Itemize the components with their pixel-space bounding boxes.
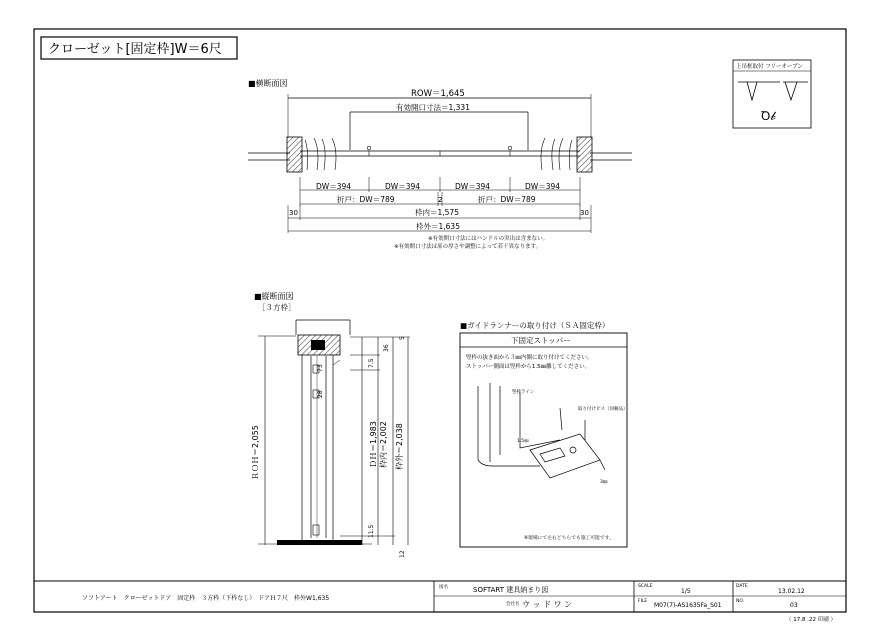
no-value: 03 xyxy=(790,602,798,609)
edge-right-30: 30 xyxy=(580,209,589,217)
no-label: NO. xyxy=(736,599,745,604)
outer-height: 枠外＝2,038 xyxy=(395,423,404,470)
date-value: 13.02.12 xyxy=(778,588,805,595)
scale-label: SCALE xyxy=(638,584,653,589)
guide-text-1: 竪枠の抜き面から３㎜内側に取り付けてください。 xyxy=(466,355,593,361)
label-frame-line: 竪枠ライン xyxy=(512,390,535,395)
inner-width: 枠内＝1,575 xyxy=(415,208,459,217)
outer-width: 枠外＝1,635 xyxy=(416,222,460,231)
edge-left-30: 30 xyxy=(289,209,298,217)
company-label: 会社名 xyxy=(506,602,520,607)
drawing-name-label: 図名 xyxy=(439,585,448,590)
plan-note-1: ※有効開口寸法にはハンドルの突出は含まない。 xyxy=(428,236,549,242)
bottom-115-dim: 11.5 xyxy=(368,524,375,538)
roh-dimension: ＲＯＨ＝2,055 xyxy=(251,425,260,480)
drawing-name: SOFTART 建具納まり図 xyxy=(473,586,549,594)
plan-section-title: ■横断面図 xyxy=(248,79,288,88)
label-3mm: 3㎜ xyxy=(600,480,608,485)
label-1-5mm: 1.5㎜ xyxy=(517,439,529,444)
sheet-border xyxy=(34,29,846,612)
mid-73-dim: 73 xyxy=(317,364,324,372)
top-36-dim: 36 xyxy=(383,344,390,352)
handle-box xyxy=(733,60,811,128)
label-screw: 取り付けビス（同梱品） xyxy=(578,407,628,412)
guide-header: 下固定ストッパー xyxy=(511,336,571,345)
row-dimension: ROW＝1,645 xyxy=(411,89,465,99)
scale-value: 1/5 xyxy=(681,588,691,595)
bottom-12-dim: 12 xyxy=(399,550,406,558)
handle-glyph-icon: Ꝺ𝒷 xyxy=(761,109,776,123)
effective-opening: 有効開口寸法＝1,331 xyxy=(396,103,470,112)
guide-footnote: ※現場にて左右どちらでも施工可能です。 xyxy=(524,536,614,541)
product-description: ソフトアート クローゼットドア 固定枠 ３方枠（下枠なし） ドアＨ７尺 枠外W1,635 xyxy=(82,595,330,602)
guide-title: ■ガイドランナーの取り付け（ＳＡ固定枠） xyxy=(460,321,610,330)
fold-right-label: 折戸：DW＝789 xyxy=(478,195,536,204)
print-date: （ 17.8 .22 印刷 ） xyxy=(786,617,836,623)
top-7-dim: 7.5 xyxy=(368,358,375,368)
fold-left-label: 折戸：DW＝789 xyxy=(337,195,395,204)
dh-dimension: ＤＨ＝1,983 xyxy=(369,421,378,468)
vertical-section-subtitle: ［３方枠］ xyxy=(258,303,296,312)
plan-note-2: ※有効開口寸法は扉の厚さや調整によって若干異なります。 xyxy=(394,244,542,250)
dw-label-1: DW＝394 xyxy=(316,182,352,191)
guide-text-2: ストッパー側面は竪枠から1.5㎜離してください。 xyxy=(466,364,591,370)
fold-gap-label: 2 xyxy=(438,196,443,204)
mid-28-dim: 28 xyxy=(317,390,324,398)
dw-label-2: DW＝394 xyxy=(385,182,421,191)
top-small-dim: 5 xyxy=(399,336,406,340)
dw-label-3: DW＝394 xyxy=(455,182,491,191)
date-label: DATE xyxy=(736,584,748,589)
page-title: クローゼット[固定枠]W＝6尺 xyxy=(48,42,222,57)
file-value: M07(7)-AS1635Fa_S01 xyxy=(654,602,722,609)
file-label: FILE xyxy=(638,599,648,604)
guide-illustration xyxy=(478,383,605,478)
company-name: ウ ッ ド ワ ン xyxy=(522,600,573,609)
handle-box-label: 上吊框取付 フリーオープン xyxy=(736,64,803,70)
inner-height: 枠内＝2,002 xyxy=(379,421,388,468)
vertical-section-title: ■縦断面図 xyxy=(254,292,294,301)
dw-label-4: DW＝394 xyxy=(525,182,561,191)
